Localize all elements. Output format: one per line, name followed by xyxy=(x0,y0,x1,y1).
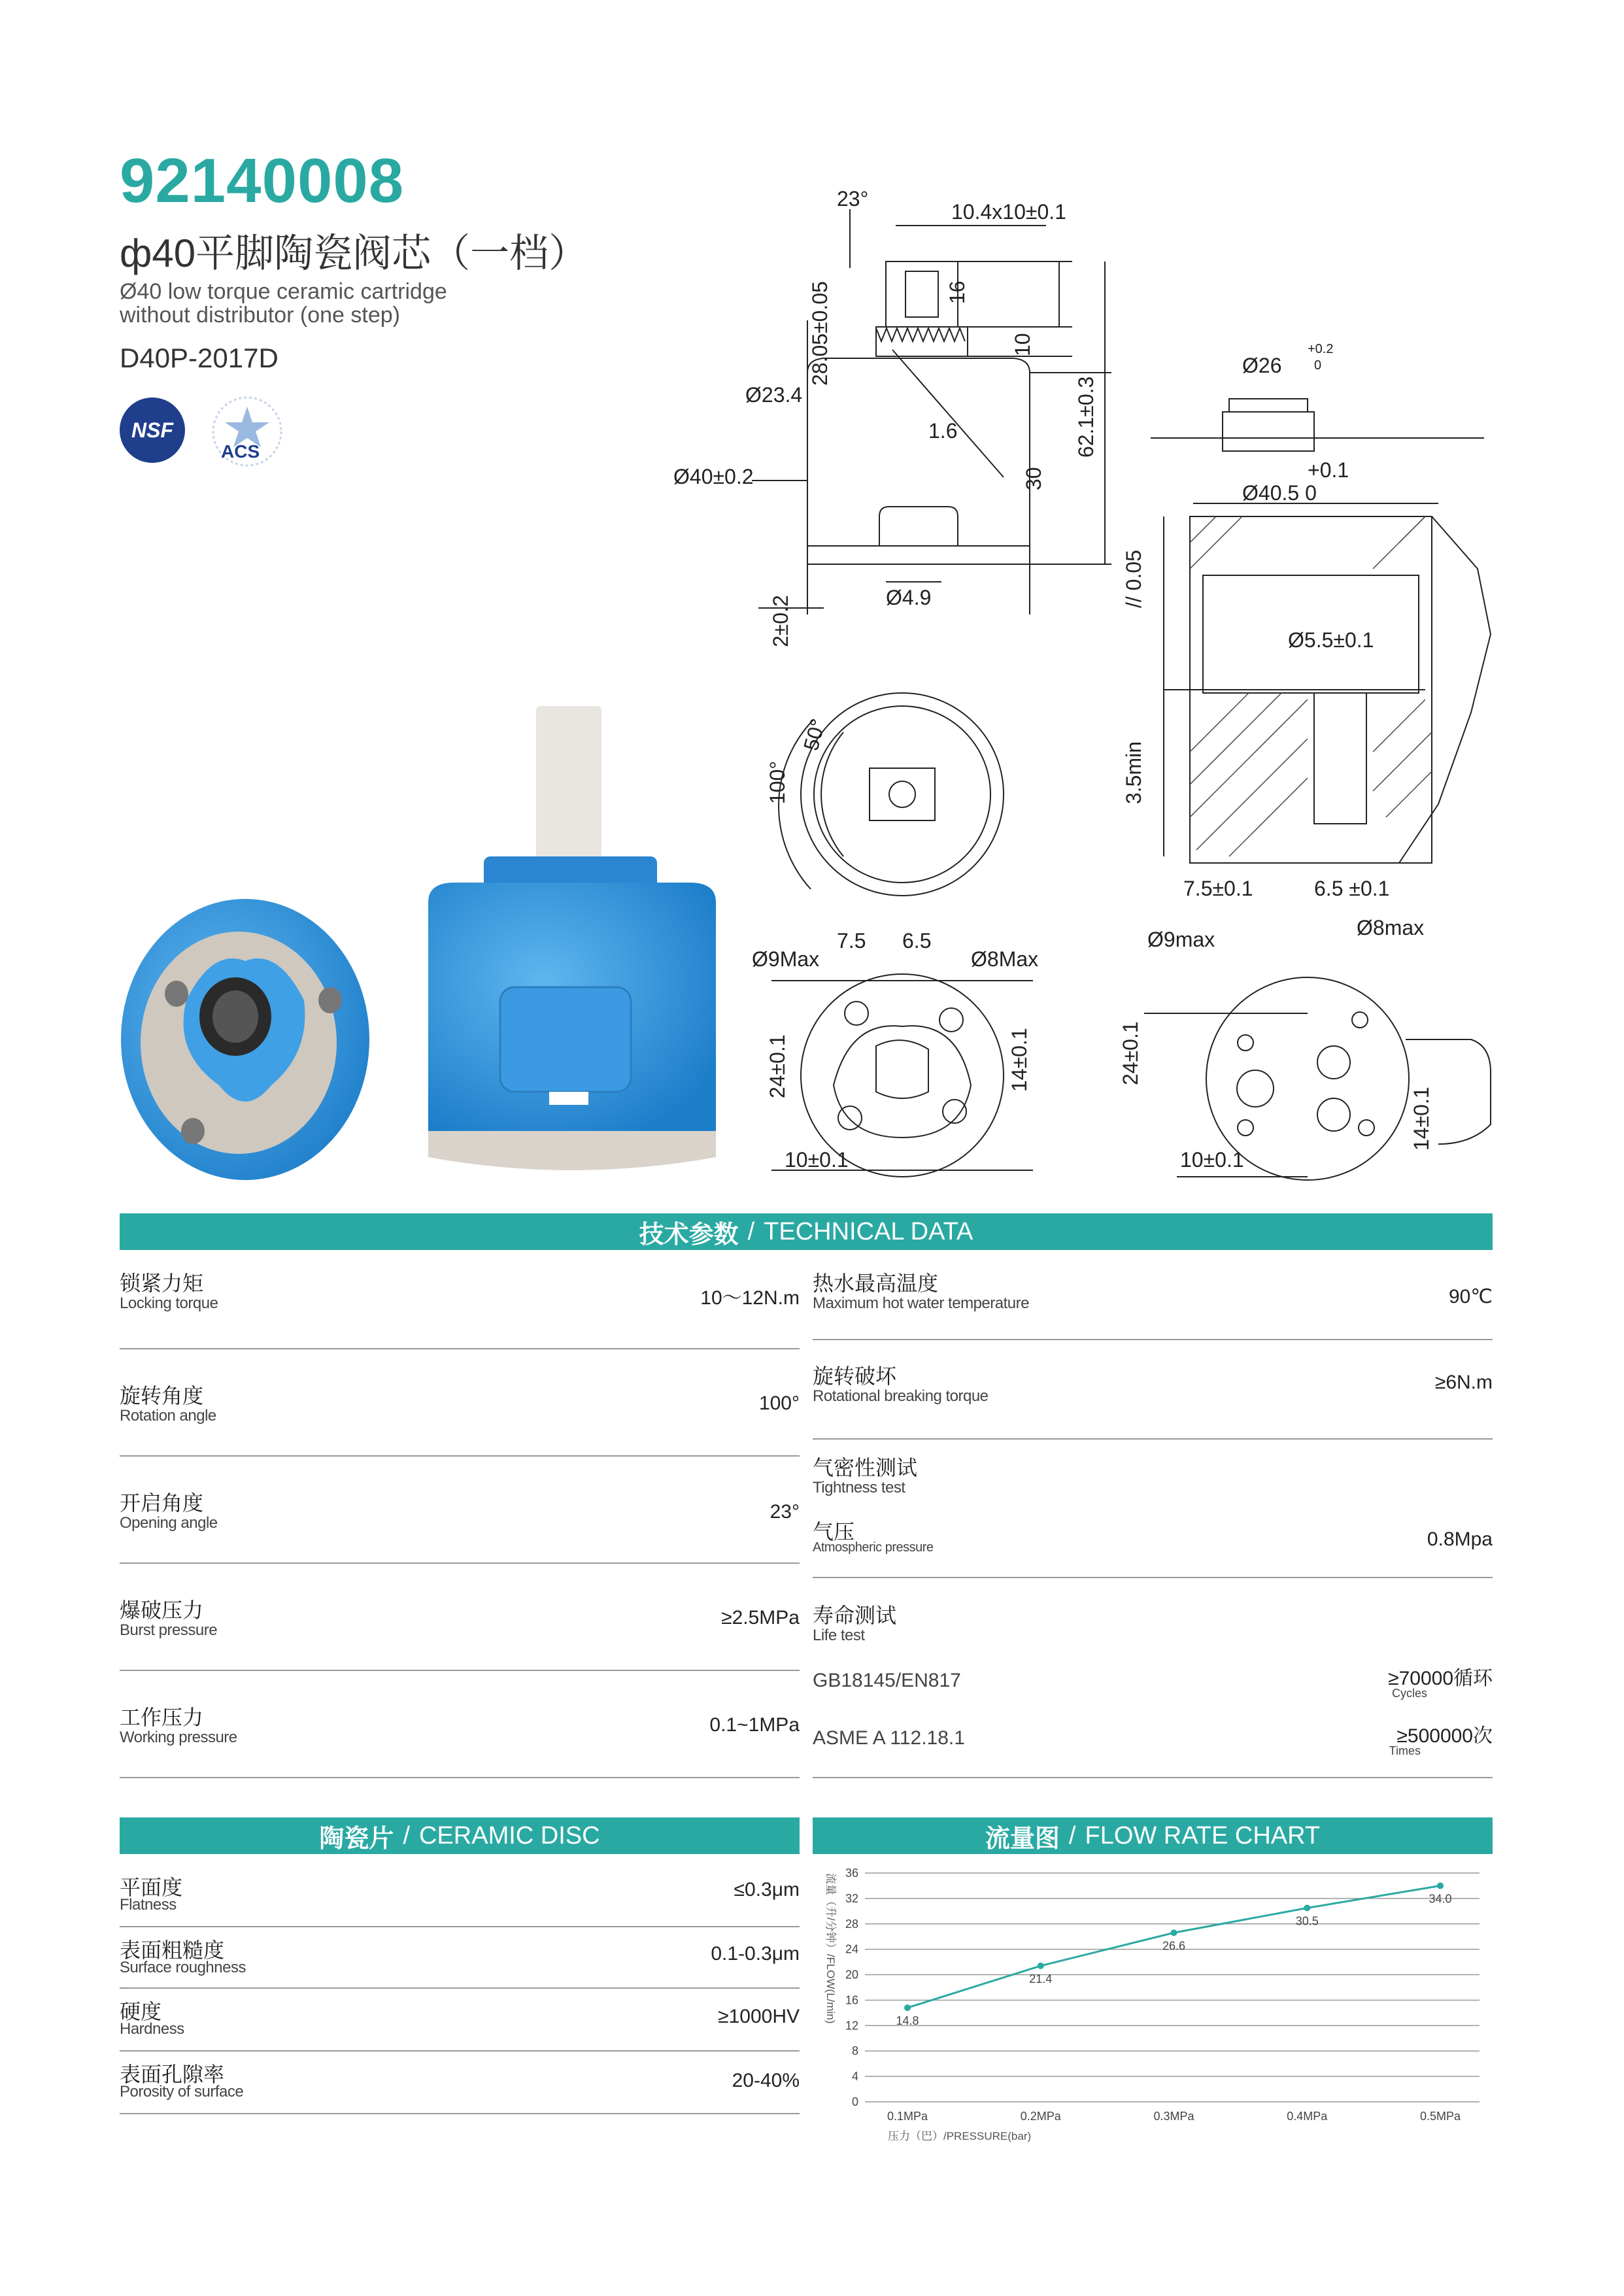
product-title-en xyxy=(120,280,577,327)
dim-d9: Ø9Max xyxy=(752,947,820,971)
dim-10b: 10±0.1 xyxy=(785,1148,849,1172)
chart-ylabel: 流量（升/分钟）/FLOW(L/min) xyxy=(824,1873,837,2024)
tol-0: 0 xyxy=(1314,358,1322,373)
life-std1-unit: Cycles xyxy=(1391,1687,1427,1700)
cartridge-body xyxy=(807,358,1030,546)
life-std2-name: ASME A 112.18.1 xyxy=(813,1727,965,1749)
y-tick-label: 28 xyxy=(845,1917,858,1931)
data-point xyxy=(1038,1963,1044,1969)
y-tick-label: 0 xyxy=(851,2095,858,2108)
dim-d49: Ø4.9 xyxy=(886,586,932,609)
dim-62: 62.1±0.3 xyxy=(1074,376,1098,458)
bottom-view-outer xyxy=(801,974,1004,1177)
tol-02: +0.2 xyxy=(1308,342,1334,356)
product-code: 92140008 xyxy=(120,146,405,216)
spec-row-tightness: 气密性测试 Tightness test 气压 Atmospheric pressure 0.8Mpa xyxy=(813,1451,1493,1578)
dim-angle-23: 23° xyxy=(837,187,869,211)
dim-d8: Ø8Max xyxy=(971,947,1039,971)
technical-drawing xyxy=(654,177,1510,1183)
y-tick-label: 8 xyxy=(851,2044,858,2058)
dim-14: 14±0.1 xyxy=(1007,1028,1031,1092)
cartridge-base xyxy=(807,546,1030,564)
ceramic-row-roughness: 表面粗糙度 Surface roughness 0.1-0.3μm xyxy=(120,1934,800,1989)
x-tick-label: 0.1MPa xyxy=(887,2110,928,2123)
y-tick-label: 4 xyxy=(851,2070,858,2084)
dim-16b: 1.6 xyxy=(928,419,958,443)
stem-photo xyxy=(536,706,601,883)
x-tick-label: 0.5MPa xyxy=(1419,2110,1461,2123)
x-tick-label: 0.2MPa xyxy=(1020,2110,1061,2123)
ceramic-row-flatness: 平面度 Flatness ≤0.3μm xyxy=(120,1871,800,1927)
dim-16: 16 xyxy=(945,280,969,304)
data-point xyxy=(1437,1882,1444,1889)
angle-50: 50° xyxy=(798,716,830,753)
spec-row-max-hot-water: 热水最高温度 Maximum hot water temperature 90℃ xyxy=(813,1267,1493,1340)
y-tick-label: 20 xyxy=(845,1968,858,1982)
data-point xyxy=(1171,1929,1177,1936)
dim-35: 3.5min xyxy=(1122,741,1145,804)
ceramic-row-hardness: 硬度 Hardness ≥1000HV xyxy=(120,1995,800,2051)
dim-75: 7.5 xyxy=(837,929,866,953)
life-std1-value: ≥70000循环 xyxy=(1388,1668,1493,1689)
acs-label: ACS xyxy=(221,441,260,462)
data-label: 14.8 xyxy=(896,2014,919,2028)
stem-head xyxy=(905,271,938,317)
spec-row-locking-torque: 锁紧力矩 Locking torque 10～12N.m xyxy=(120,1267,800,1349)
spec-row-opening-angle: 开启角度 Opening angle 23° xyxy=(120,1481,800,1564)
flatness-005: // 0.05 xyxy=(1122,550,1145,608)
dim-d9b: Ø9max xyxy=(1147,928,1215,951)
title-en-line2: without distributor (one step) xyxy=(120,303,400,328)
dim-10c: 10±0.1 xyxy=(1180,1148,1244,1172)
dim-65: 6.5 xyxy=(902,929,932,953)
y-tick-label: 24 xyxy=(845,1942,858,1956)
dim-30: 30 xyxy=(1022,467,1045,490)
dim-d8b: Ø8max xyxy=(1357,916,1425,939)
x-tick-label: 0.4MPa xyxy=(1287,2110,1328,2123)
angle-100: 100° xyxy=(766,760,789,804)
life-std2-unit: Times xyxy=(1389,1744,1421,1757)
top-view-outer xyxy=(798,693,1004,896)
data-label: 21.4 xyxy=(1029,1972,1053,1985)
dim-d55: Ø5.5±0.1 xyxy=(1288,628,1374,652)
dim-stem: 10.4x10±0.1 xyxy=(951,200,1066,224)
dim-10: 10 xyxy=(1011,333,1034,356)
life-std1-name: GB18145/EN817 xyxy=(813,1670,961,1691)
spec-row-breaking-torque: 旋转破坏 Rotational breaking torque ≥6N.m xyxy=(813,1360,1493,1440)
product-title-cn: ф40平脚陶瓷阀芯（一档） xyxy=(120,231,588,275)
data-label: 30.5 xyxy=(1295,1914,1319,1928)
spec-row-life-test: 寿命测试 Life test GB18145/EN817 ≥70000循环 Cycles ASME A 112.18.1 ≥500000次 Times xyxy=(813,1599,1493,1778)
product-photo xyxy=(114,686,729,1190)
dim-d234: Ø23.4 xyxy=(745,383,803,407)
dim-14b: 14±0.1 xyxy=(1410,1087,1433,1151)
y-tick-label: 12 xyxy=(845,2019,858,2033)
ceramic-row-porosity: 表面孔隙率 Porosity of surface 20-40% xyxy=(120,2058,800,2114)
dim-75b: 7.5±0.1 xyxy=(1183,877,1253,900)
dim-24b: 24±0.1 xyxy=(1119,1021,1142,1085)
spline-ring xyxy=(876,327,968,356)
flow-chart-bar: 流量图 / FLOW RATE CHART xyxy=(813,1817,1493,1854)
data-label: 34.0 xyxy=(1429,1892,1452,1906)
y-tick-label: 32 xyxy=(845,1891,858,1905)
spec-row-burst-pressure: 爆破压力 Burst pressure ≥2.5MPa xyxy=(120,1589,800,1671)
dim-2: 2±0.2 xyxy=(769,595,792,647)
y-tick-label: 36 xyxy=(845,1866,858,1880)
dim-65b: 6.5 ±0.1 xyxy=(1314,877,1390,900)
dim-28: 28.05±0.05 xyxy=(808,281,832,386)
model-number: D40P-2017D xyxy=(120,343,279,373)
dim-24: 24±0.1 xyxy=(766,1034,789,1098)
life-std2-value: ≥500000次 xyxy=(1396,1725,1493,1747)
data-label: 26.6 xyxy=(1162,1939,1186,1953)
nsf-logo: NSF xyxy=(120,397,185,463)
dim-d405: Ø40.5 0 xyxy=(1242,481,1317,505)
dim-d26: Ø26 xyxy=(1242,354,1282,377)
title-en-line1: Ø40 low torque ceramic cartridge xyxy=(120,279,447,304)
data-point xyxy=(904,2004,911,2011)
spec-row-rotation-angle: 旋转角度 Rotation angle 100° xyxy=(120,1374,800,1457)
chart-xlabel: 压力（巴）/PRESSURE(bar) xyxy=(888,2130,1032,2142)
data-point xyxy=(1304,1904,1310,1911)
spec-row-working-pressure: 工作压力 Working pressure 0.1~1MPa xyxy=(120,1696,800,1778)
tol-01: +0.1 xyxy=(1308,458,1349,482)
y-tick-label: 16 xyxy=(845,1993,858,2007)
technical-data-bar: 技术参数 / TECHNICAL DATA xyxy=(120,1213,1493,1250)
flow-rate-chart xyxy=(813,1860,1493,2148)
x-tick-label: 0.3MPa xyxy=(1153,2110,1194,2123)
dim-d40: Ø40±0.2 xyxy=(673,465,754,488)
ceramic-disc-bar: 陶瓷片 / CERAMIC DISC xyxy=(120,1817,800,1854)
